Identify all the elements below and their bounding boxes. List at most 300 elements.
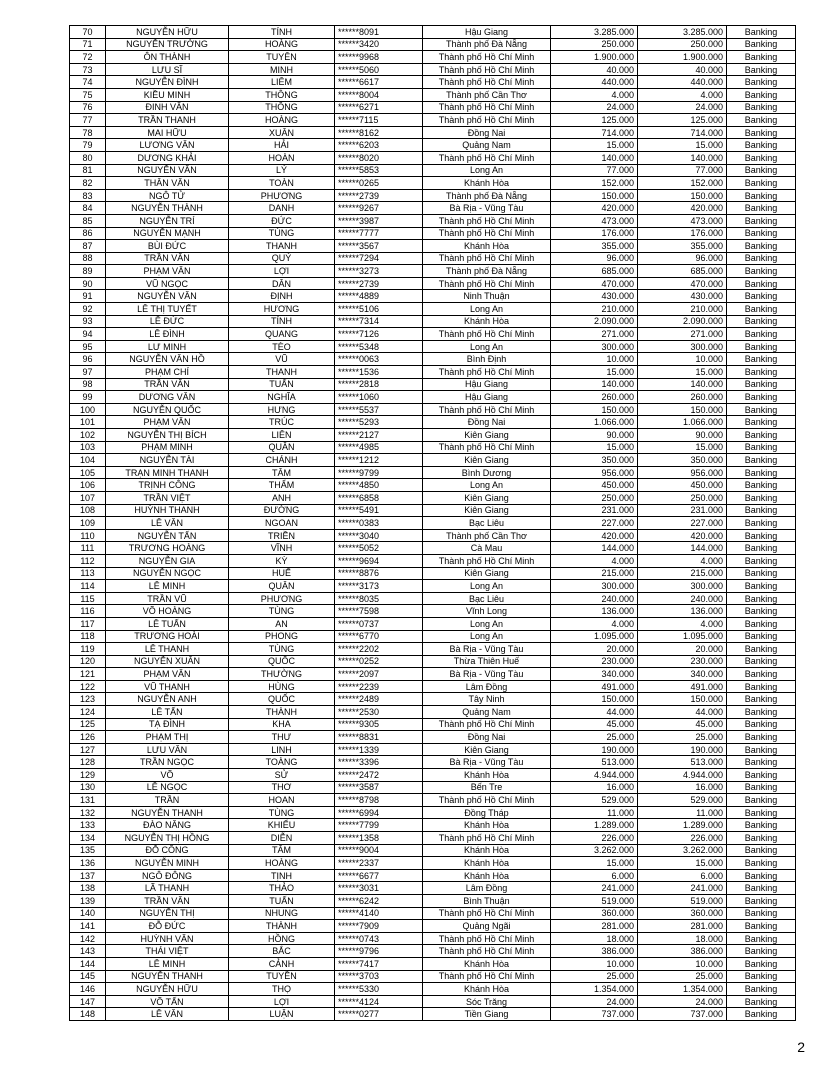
- cell-row-index: 84: [70, 202, 106, 215]
- cell-channel: Banking: [727, 869, 796, 882]
- table-row: [70, 806, 796, 819]
- cell-row-index: 70: [70, 26, 106, 39]
- cell-province: Thành phố Hồ Chí Minh: [423, 114, 551, 127]
- cell-row-index: 89: [70, 265, 106, 278]
- cell-amount-received: 450.000: [638, 479, 727, 492]
- cell-province: Kiên Giang: [423, 743, 551, 756]
- cell-account-masked: ******8798: [335, 794, 423, 807]
- cell-surname-middle: VÕ TẤN: [106, 995, 229, 1008]
- cell-row-index: 126: [70, 731, 106, 744]
- cell-amount: 1.354.000: [551, 983, 638, 996]
- cell-surname-middle: NGUYỄN THÀNH: [106, 202, 229, 215]
- cell-account-masked: ******3420: [335, 38, 423, 51]
- cell-given-name: TRIỀN: [229, 529, 335, 542]
- cell-account-masked: ******2127: [335, 429, 423, 442]
- cell-row-index: 141: [70, 920, 106, 933]
- table-row: [70, 819, 796, 832]
- cell-row-index: 102: [70, 429, 106, 442]
- cell-province: Bình Định: [423, 353, 551, 366]
- cell-row-index: 79: [70, 139, 106, 152]
- cell-row-index: 118: [70, 630, 106, 643]
- cell-amount-received: 1.900.000: [638, 51, 727, 64]
- table-row: [70, 832, 796, 845]
- cell-surname-middle: DƯƠNG KHẢI: [106, 151, 229, 164]
- cell-account-masked: ******3587: [335, 781, 423, 794]
- cell-amount: 260.000: [551, 391, 638, 404]
- cell-amount-received: 25.000: [638, 731, 727, 744]
- cell-given-name: KỲ: [229, 554, 335, 567]
- table-row: [70, 983, 796, 996]
- cell-given-name: TỊNH: [229, 869, 335, 882]
- table-row: [70, 718, 796, 731]
- cell-account-masked: ******9004: [335, 844, 423, 857]
- cell-row-index: 100: [70, 403, 106, 416]
- cell-amount: 4.000: [551, 88, 638, 101]
- cell-amount-received: 6.000: [638, 869, 727, 882]
- cell-channel: Banking: [727, 630, 796, 643]
- cell-channel: Banking: [727, 932, 796, 945]
- cell-row-index: 135: [70, 844, 106, 857]
- cell-row-index: 138: [70, 882, 106, 895]
- cell-given-name: VĨNH: [229, 542, 335, 555]
- cell-given-name: TÍNH: [229, 315, 335, 328]
- cell-amount: 16.000: [551, 781, 638, 794]
- cell-province: Quảng Ngãi: [423, 920, 551, 933]
- cell-amount-received: 15.000: [638, 857, 727, 870]
- cell-row-index: 116: [70, 605, 106, 618]
- cell-row-index: 123: [70, 693, 106, 706]
- cell-row-index: 109: [70, 517, 106, 530]
- cell-row-index: 142: [70, 932, 106, 945]
- cell-surname-middle: LÃ THANH: [106, 882, 229, 895]
- cell-amount: 15.000: [551, 857, 638, 870]
- cell-channel: Banking: [727, 277, 796, 290]
- cell-province: Thành phố Hồ Chí Minh: [423, 63, 551, 76]
- cell-amount: 10.000: [551, 957, 638, 970]
- cell-channel: Banking: [727, 567, 796, 580]
- cell-given-name: ĐỊNH: [229, 290, 335, 303]
- cell-amount-received: 190.000: [638, 743, 727, 756]
- cell-amount-received: 125.000: [638, 114, 727, 127]
- cell-amount-received: 45.000: [638, 718, 727, 731]
- cell-given-name: NHUNG: [229, 907, 335, 920]
- cell-account-masked: ******7314: [335, 315, 423, 328]
- cell-given-name: THANH: [229, 366, 335, 379]
- cell-surname-middle: ĐỖ ĐỨC: [106, 920, 229, 933]
- cell-amount: 300.000: [551, 340, 638, 353]
- cell-row-index: 121: [70, 668, 106, 681]
- cell-amount-received: 44.000: [638, 706, 727, 719]
- cell-given-name: LIÊN: [229, 429, 335, 442]
- table-row: [70, 466, 796, 479]
- cell-amount-received: 210.000: [638, 303, 727, 316]
- table-row: [70, 693, 796, 706]
- cell-row-index: 103: [70, 441, 106, 454]
- cell-row-index: 74: [70, 76, 106, 89]
- cell-given-name: THÔNG: [229, 88, 335, 101]
- cell-account-masked: ******5293: [335, 416, 423, 429]
- cell-channel: Banking: [727, 1008, 796, 1021]
- cell-amount-received: 25.000: [638, 970, 727, 983]
- cell-account-masked: ******8831: [335, 731, 423, 744]
- cell-row-index: 112: [70, 554, 106, 567]
- table-row: [70, 202, 796, 215]
- cell-given-name: NGHĨA: [229, 391, 335, 404]
- cell-row-index: 105: [70, 466, 106, 479]
- cell-surname-middle: TRẦN VŨ: [106, 592, 229, 605]
- cell-row-index: 91: [70, 290, 106, 303]
- cell-province: Hậu Giang: [423, 26, 551, 39]
- table-row: [70, 177, 796, 190]
- cell-account-masked: ******2739: [335, 189, 423, 202]
- cell-surname-middle: VŨ THANH: [106, 680, 229, 693]
- cell-province: Quảng Nam: [423, 706, 551, 719]
- cell-amount-received: 1.066.000: [638, 416, 727, 429]
- cell-account-masked: ******5853: [335, 164, 423, 177]
- cell-given-name: DANH: [229, 202, 335, 215]
- cell-surname-middle: NGUYỄN VĂN: [106, 290, 229, 303]
- cell-surname-middle: TRẦN THANH: [106, 114, 229, 127]
- table-row: [70, 517, 796, 530]
- cell-surname-middle: LƯ MINH: [106, 340, 229, 353]
- cell-channel: Banking: [727, 240, 796, 253]
- cell-province: Bến Tre: [423, 781, 551, 794]
- table-row: [70, 731, 796, 744]
- cell-amount: 4.944.000: [551, 769, 638, 782]
- cell-surname-middle: ÔN THÀNH: [106, 51, 229, 64]
- cell-province: Khánh Hòa: [423, 957, 551, 970]
- cell-given-name: TOÀNG: [229, 756, 335, 769]
- cell-province: Kiên Giang: [423, 454, 551, 467]
- cell-account-masked: ******5106: [335, 303, 423, 316]
- cell-amount-received: 15.000: [638, 366, 727, 379]
- cell-row-index: 143: [70, 945, 106, 958]
- cell-amount-received: 230.000: [638, 655, 727, 668]
- cell-amount: 15.000: [551, 441, 638, 454]
- cell-province: Khánh Hòa: [423, 844, 551, 857]
- cell-row-index: 130: [70, 781, 106, 794]
- cell-given-name: PHƯƠNG: [229, 592, 335, 605]
- cell-given-name: CẢNH: [229, 957, 335, 970]
- cell-province: Cà Mau: [423, 542, 551, 555]
- cell-account-masked: ******8035: [335, 592, 423, 605]
- cell-channel: Banking: [727, 844, 796, 857]
- cell-amount-received: 15.000: [638, 441, 727, 454]
- cell-province: Đồng Nai: [423, 731, 551, 744]
- cell-amount-received: 519.000: [638, 894, 727, 907]
- cell-account-masked: ******0252: [335, 655, 423, 668]
- table-row: [70, 265, 796, 278]
- cell-province: Hậu Giang: [423, 378, 551, 391]
- table-row: [70, 957, 796, 970]
- cell-province: Thành phố Hồ Chí Minh: [423, 227, 551, 240]
- cell-channel: Banking: [727, 643, 796, 656]
- cell-row-index: 106: [70, 479, 106, 492]
- cell-account-masked: ******9267: [335, 202, 423, 215]
- cell-channel: Banking: [727, 88, 796, 101]
- cell-amount-received: 3.262.000: [638, 844, 727, 857]
- cell-amount-received: 440.000: [638, 76, 727, 89]
- cell-amount-received: 250.000: [638, 491, 727, 504]
- table-row: [70, 328, 796, 341]
- table-row: [70, 429, 796, 442]
- cell-account-masked: ******7294: [335, 252, 423, 265]
- cell-province: Bạc Liêu: [423, 592, 551, 605]
- table-row: [70, 126, 796, 139]
- cell-amount-received: 350.000: [638, 454, 727, 467]
- cell-surname-middle: NGUYỄN TÀI: [106, 454, 229, 467]
- cell-province: Sóc Trăng: [423, 995, 551, 1008]
- cell-account-masked: ******2097: [335, 668, 423, 681]
- cell-province: Khánh Hòa: [423, 819, 551, 832]
- cell-row-index: 119: [70, 643, 106, 656]
- cell-channel: Banking: [727, 403, 796, 416]
- cell-province: Thành phố Đà Nẵng: [423, 189, 551, 202]
- cell-surname-middle: NGUYỄN VĂN HỒ: [106, 353, 229, 366]
- cell-row-index: 97: [70, 366, 106, 379]
- table-row: [70, 189, 796, 202]
- cell-surname-middle: TRẠN MINH THANH: [106, 466, 229, 479]
- cell-amount: 1.900.000: [551, 51, 638, 64]
- cell-surname-middle: TRẦN VIỆT: [106, 491, 229, 504]
- cell-province: Khánh Hòa: [423, 869, 551, 882]
- cell-amount-received: 11.000: [638, 806, 727, 819]
- cell-province: Thành phố Cần Thơ: [423, 529, 551, 542]
- cell-amount: 1.066.000: [551, 416, 638, 429]
- cell-amount-received: 4.000: [638, 554, 727, 567]
- cell-surname-middle: HUỲNH THANH: [106, 504, 229, 517]
- cell-amount: 685.000: [551, 265, 638, 278]
- cell-surname-middle: PHẠM VĂN: [106, 416, 229, 429]
- table-row: [70, 26, 796, 39]
- cell-amount-received: 96.000: [638, 252, 727, 265]
- cell-province: Thành phố Hồ Chí Minh: [423, 794, 551, 807]
- cell-account-masked: ******9694: [335, 554, 423, 567]
- cell-row-index: 85: [70, 214, 106, 227]
- cell-account-masked: ******6994: [335, 806, 423, 819]
- table-row: [70, 882, 796, 895]
- cell-surname-middle: PHẠM CHÍ: [106, 366, 229, 379]
- cell-channel: Banking: [727, 303, 796, 316]
- cell-given-name: HƯƠNG: [229, 303, 335, 316]
- table-row: [70, 869, 796, 882]
- cell-amount: 20.000: [551, 643, 638, 656]
- table-row: [70, 151, 796, 164]
- cell-surname-middle: PHẠM THỊ: [106, 731, 229, 744]
- cell-account-masked: ******2530: [335, 706, 423, 719]
- cell-province: Thành phố Hồ Chí Minh: [423, 932, 551, 945]
- cell-amount-received: 281.000: [638, 920, 727, 933]
- table-row: [70, 932, 796, 945]
- cell-province: Thành phố Hồ Chí Minh: [423, 907, 551, 920]
- cell-given-name: TUẤN: [229, 894, 335, 907]
- cell-given-name: THƠ: [229, 781, 335, 794]
- cell-amount-received: 420.000: [638, 202, 727, 215]
- cell-row-index: 77: [70, 114, 106, 127]
- cell-channel: Banking: [727, 718, 796, 731]
- cell-surname-middle: VÕ HOÀNG: [106, 605, 229, 618]
- cell-channel: Banking: [727, 441, 796, 454]
- table-row: [70, 945, 796, 958]
- cell-amount-received: 1.289.000: [638, 819, 727, 832]
- cell-province: Thành phố Hồ Chí Minh: [423, 718, 551, 731]
- cell-surname-middle: VŨ NGỌC: [106, 277, 229, 290]
- cell-account-masked: ******6242: [335, 894, 423, 907]
- cell-row-index: 73: [70, 63, 106, 76]
- cell-account-masked: ******7598: [335, 605, 423, 618]
- cell-channel: Banking: [727, 315, 796, 328]
- cell-amount-received: 150.000: [638, 403, 727, 416]
- cell-account-masked: ******0737: [335, 617, 423, 630]
- cell-amount: 513.000: [551, 756, 638, 769]
- cell-amount: 241.000: [551, 882, 638, 895]
- table-row: [70, 756, 796, 769]
- cell-province: Khánh Hòa: [423, 177, 551, 190]
- cell-channel: Banking: [727, 479, 796, 492]
- cell-row-index: 75: [70, 88, 106, 101]
- cell-row-index: 124: [70, 706, 106, 719]
- cell-channel: Banking: [727, 164, 796, 177]
- cell-given-name: XUÂN: [229, 126, 335, 139]
- cell-amount: 2.090.000: [551, 315, 638, 328]
- cell-province: Kiên Giang: [423, 504, 551, 517]
- cell-channel: Banking: [727, 290, 796, 303]
- cell-channel: Banking: [727, 139, 796, 152]
- cell-province: Bình Thuận: [423, 894, 551, 907]
- cell-amount: 4.000: [551, 554, 638, 567]
- cell-given-name: TUYỀN: [229, 970, 335, 983]
- cell-surname-middle: TRẦN VĂN: [106, 894, 229, 907]
- cell-channel: Banking: [727, 857, 796, 870]
- cell-row-index: 71: [70, 38, 106, 51]
- cell-amount-received: 152.000: [638, 177, 727, 190]
- table-row: [70, 781, 796, 794]
- cell-given-name: QUỐC: [229, 655, 335, 668]
- cell-amount-received: 15.000: [638, 139, 727, 152]
- cell-province: Bình Dương: [423, 466, 551, 479]
- cell-province: Thành phố Hồ Chí Minh: [423, 214, 551, 227]
- cell-given-name: DÂN: [229, 277, 335, 290]
- cell-amount-received: 231.000: [638, 504, 727, 517]
- cell-account-masked: ******3987: [335, 214, 423, 227]
- cell-given-name: TÙNG: [229, 227, 335, 240]
- cell-amount-received: 260.000: [638, 391, 727, 404]
- cell-account-masked: ******3396: [335, 756, 423, 769]
- cell-channel: Banking: [727, 202, 796, 215]
- cell-row-index: 120: [70, 655, 106, 668]
- cell-surname-middle: DƯƠNG VĂN: [106, 391, 229, 404]
- cell-amount-received: 340.000: [638, 668, 727, 681]
- cell-amount-received: 360.000: [638, 907, 727, 920]
- cell-account-masked: ******4985: [335, 441, 423, 454]
- cell-amount: 355.000: [551, 240, 638, 253]
- cell-surname-middle: NGUYỄN TRƯỜNG: [106, 38, 229, 51]
- cell-channel: Banking: [727, 391, 796, 404]
- cell-amount-received: 355.000: [638, 240, 727, 253]
- cell-given-name: KHA: [229, 718, 335, 731]
- cell-given-name: PHƯƠNG: [229, 189, 335, 202]
- cell-amount: 24.000: [551, 995, 638, 1008]
- cell-surname-middle: NGUYỄN GIA: [106, 554, 229, 567]
- cell-channel: Banking: [727, 114, 796, 127]
- cell-account-masked: ******9968: [335, 51, 423, 64]
- cell-account-masked: ******8091: [335, 26, 423, 39]
- cell-given-name: HƯNG: [229, 403, 335, 416]
- cell-amount: 1.289.000: [551, 819, 638, 832]
- cell-surname-middle: THÁI VIỆT: [106, 945, 229, 958]
- cell-amount-received: 77.000: [638, 164, 727, 177]
- cell-row-index: 139: [70, 894, 106, 907]
- cell-amount: 956.000: [551, 466, 638, 479]
- cell-given-name: TÙNG: [229, 605, 335, 618]
- cell-channel: Banking: [727, 554, 796, 567]
- cell-given-name: THÀNH: [229, 706, 335, 719]
- cell-channel: Banking: [727, 177, 796, 190]
- cell-province: Tiền Giang: [423, 1008, 551, 1021]
- cell-account-masked: ******0265: [335, 177, 423, 190]
- cell-amount: 430.000: [551, 290, 638, 303]
- cell-channel: Banking: [727, 894, 796, 907]
- table-row: [70, 416, 796, 429]
- cell-account-masked: ******7115: [335, 114, 423, 127]
- table-row: [70, 340, 796, 353]
- cell-surname-middle: PHẠM MINH: [106, 441, 229, 454]
- cell-given-name: DIỄN: [229, 832, 335, 845]
- cell-province: Bạc Liêu: [423, 517, 551, 530]
- cell-given-name: HOAN: [229, 794, 335, 807]
- cell-surname-middle: TRẦN VĂN: [106, 378, 229, 391]
- cell-amount-received: 176.000: [638, 227, 727, 240]
- table-row: [70, 454, 796, 467]
- cell-province: Kiên Giang: [423, 491, 551, 504]
- table-row: [70, 227, 796, 240]
- cell-account-masked: ******5330: [335, 983, 423, 996]
- cell-account-masked: ******7777: [335, 227, 423, 240]
- cell-account-masked: ******2239: [335, 680, 423, 693]
- cell-amount: 44.000: [551, 706, 638, 719]
- cell-province: Kiên Giang: [423, 429, 551, 442]
- cell-row-index: 113: [70, 567, 106, 580]
- cell-province: Long An: [423, 630, 551, 643]
- table-row: [70, 995, 796, 1008]
- table-row: [70, 240, 796, 253]
- cell-row-index: 76: [70, 101, 106, 114]
- cell-amount: 271.000: [551, 328, 638, 341]
- cell-amount-received: 10.000: [638, 353, 727, 366]
- cell-amount-received: 4.944.000: [638, 769, 727, 782]
- cell-channel: Banking: [727, 491, 796, 504]
- cell-channel: Banking: [727, 38, 796, 51]
- cell-province: Đồng Nai: [423, 126, 551, 139]
- cell-amount: 473.000: [551, 214, 638, 227]
- table-row: [70, 857, 796, 870]
- cell-amount-received: 473.000: [638, 214, 727, 227]
- cell-channel: Banking: [727, 706, 796, 719]
- cell-channel: Banking: [727, 214, 796, 227]
- table-row: [70, 366, 796, 379]
- cell-surname-middle: LÊ THANH: [106, 643, 229, 656]
- table-row: [70, 76, 796, 89]
- cell-row-index: 127: [70, 743, 106, 756]
- cell-surname-middle: TẠ ĐÌNH: [106, 718, 229, 731]
- cell-amount: 737.000: [551, 1008, 638, 1021]
- cell-channel: Banking: [727, 529, 796, 542]
- cell-row-index: 115: [70, 592, 106, 605]
- cell-channel: Banking: [727, 832, 796, 845]
- cell-amount: 470.000: [551, 277, 638, 290]
- table-row: [70, 51, 796, 64]
- cell-row-index: 107: [70, 491, 106, 504]
